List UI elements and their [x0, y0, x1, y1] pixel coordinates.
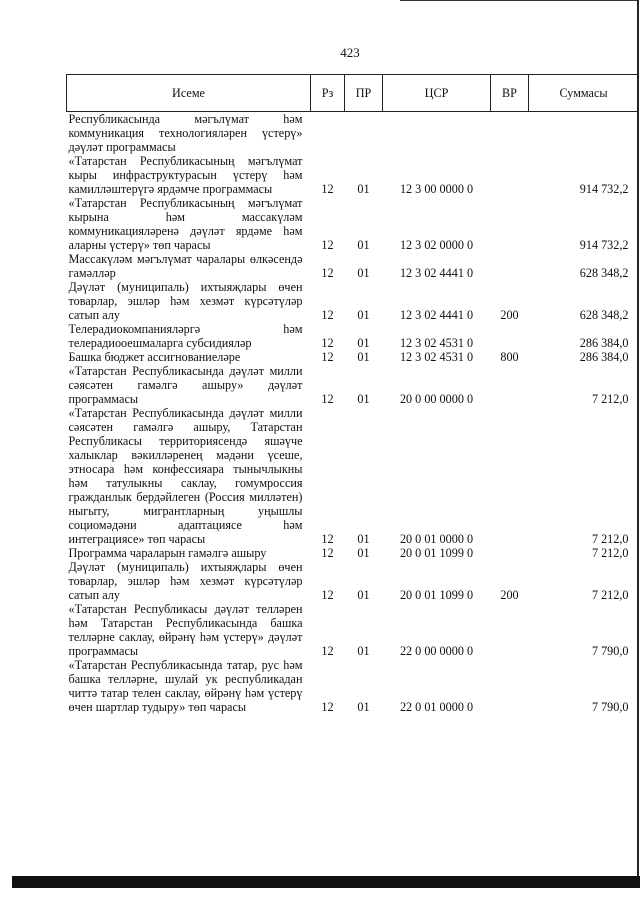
cell-rz: 12: [321, 336, 334, 350]
cell-vr: [491, 252, 529, 280]
cell-name: Дәүләт (муниципаль) ихтыяҗлары өчен товарлар, эшләр һәм хезмәт күрсәтүләр сатып алу: [68, 280, 303, 322]
cell-rz: 12: [321, 588, 334, 602]
cell-rz: 12: [321, 266, 334, 280]
cell-rz: 12: [321, 238, 334, 252]
cell-vr: 200: [500, 308, 519, 322]
cell-rz: 12: [321, 700, 334, 714]
cell-rz: 12: [321, 546, 334, 560]
cell-pr: 01: [357, 238, 370, 252]
table-row: [67, 602, 639, 658]
table-row: [67, 252, 639, 280]
cell-sum: 914 732,2: [579, 238, 629, 252]
cell-sum: 914 732,2: [579, 182, 629, 196]
cell-sum: 7 212,0: [591, 392, 629, 406]
table-row: [67, 322, 639, 350]
cell-rz: [311, 112, 345, 155]
cell-sum: 286 384,0: [579, 336, 629, 350]
table-row: [67, 196, 639, 252]
cell-csr: 20 0 01 0000 0: [399, 532, 474, 546]
cell-pr: 01: [357, 308, 370, 322]
cell-pr: 01: [357, 350, 370, 364]
header-csr: ЦСР: [383, 75, 491, 112]
cell-vr: [491, 154, 529, 196]
table-row: [67, 112, 639, 155]
cell-pr: 01: [357, 266, 370, 280]
cell-vr: [491, 112, 529, 155]
cell-name: Телерадиокомпанияләргә һәм телерадиооешмаларга субсидияләр: [68, 322, 303, 350]
cell-vr: [491, 546, 529, 560]
header-pr: ПР: [345, 75, 383, 112]
cell-vr: 200: [500, 588, 519, 602]
cell-csr: 22 0 01 0000 0: [399, 700, 474, 714]
cell-sum: 286 384,0: [579, 350, 629, 364]
cell-name: Программа чараларын гамәлгә ашыру: [68, 546, 267, 560]
cell-pr: 01: [357, 644, 370, 658]
cell-vr: [491, 602, 529, 658]
header-rz: Рз: [311, 75, 345, 112]
cell-vr: [491, 658, 529, 714]
cell-sum: 7 212,0: [591, 532, 629, 546]
cell-name: «Татарстан Республикасында дәүләт милли сәясәтен гамәлгә ашыру» дәүләт программасы: [68, 364, 303, 406]
header-vr: ВР: [491, 75, 529, 112]
cell-csr: 20 0 00 0000 0: [399, 392, 474, 406]
table-row: [67, 364, 639, 406]
cell-csr: [383, 112, 491, 155]
cell-csr: 12 3 02 4531 0: [399, 336, 474, 350]
cell-csr: 12 3 02 4441 0: [399, 266, 474, 280]
table-header-row: [67, 75, 639, 112]
cell-pr: 01: [357, 336, 370, 350]
cell-rz: 12: [321, 392, 334, 406]
cell-vr: 800: [500, 350, 519, 364]
cell-rz: 12: [321, 182, 334, 196]
cell-name: Башка бюджет ассигнованиеләре: [68, 350, 241, 364]
cell-csr: 12 3 02 4441 0: [399, 308, 474, 322]
cell-csr: 20 0 01 1099 0: [399, 546, 474, 560]
cell-sum: 7 790,0: [591, 644, 629, 658]
header-sum: Суммасы: [529, 75, 639, 112]
cell-pr: 01: [357, 700, 370, 714]
table-row: [67, 350, 639, 364]
cell-pr: 01: [357, 392, 370, 406]
cell-sum: 7 212,0: [591, 546, 629, 560]
cell-vr: [491, 406, 529, 546]
cell-sum: [529, 112, 639, 155]
page-number: 423: [340, 45, 360, 60]
cell-rz: 12: [321, 532, 334, 546]
cell-sum: 628 348,2: [579, 308, 629, 322]
table-row: [67, 560, 639, 602]
table-row: [67, 658, 639, 714]
budget-table: [66, 74, 639, 714]
cell-csr: 20 0 01 1099 0: [399, 588, 474, 602]
cell-pr: 01: [357, 532, 370, 546]
cell-name: Массакүләм мәгълүмат чаралары өлкәсендә гамәлләр: [68, 252, 303, 280]
cell-name: Дәүләт (муниципаль) ихтыяҗлары өчен товарлар, эшләр һәм хезмәт күрсәтүләр сатып алу: [68, 560, 303, 602]
cell-csr: 12 3 00 0000 0: [399, 182, 474, 196]
table-row: [67, 406, 639, 546]
cell-name: «Татарстан Республикасы дәүләт телләрен һәм Татарстан Республикасында башка телләрне саклау, өйрәнү һәм үстерү» дәүләт программасы: [68, 602, 303, 658]
cell-name: «Татарстан Республикасында татар, рус һәм башка телләрне, шулай ук республикадан читтә татар телен саклау, өйрәнү һәм үстерү өчен шартлар тудыру» төп чарасы: [68, 658, 303, 714]
header-name: Исеме: [67, 75, 311, 112]
cell-rz: 12: [321, 308, 334, 322]
cell-sum: 7 790,0: [591, 700, 629, 714]
cell-rz: 12: [321, 350, 334, 364]
cell-pr: 01: [357, 546, 370, 560]
cell-name: «Татарстан Республикасында дәүләт милли сәясәтен гамәлгә ашыру, Татарстан Республикасы территориясендә яшәүче халыклар вәкилләренең мәдәни үсеше, этносара һәм конфессияара тынычлыкны һәм татулыкны саклау, гомумроссия гражданлык бердәйлеген (Россия милләтен) ныгыту, мигрантларның уңышлы социомәдәни адаптациясе һәм интеграциясе» төп чарасы: [68, 406, 303, 546]
cell-name: «Татарстан Республикасының мәгълүмат кыры инфраструктурасын үстерү һәм камилләштерүгә ярдәмче программасы: [68, 154, 303, 196]
cell-csr: 12 3 02 4531 0: [399, 350, 474, 364]
cell-pr: 01: [357, 182, 370, 196]
table-row: [67, 280, 639, 322]
cell-pr: [345, 112, 383, 155]
cell-csr: 22 0 00 0000 0: [399, 644, 474, 658]
cell-vr: [491, 322, 529, 350]
top-border-mark: [400, 0, 638, 4]
table-row: [67, 154, 639, 196]
bottom-scan-bar: [12, 876, 640, 888]
cell-rz: 12: [321, 644, 334, 658]
cell-sum: 7 212,0: [591, 588, 629, 602]
cell-vr: [491, 196, 529, 252]
cell-pr: 01: [357, 588, 370, 602]
cell-sum: 628 348,2: [579, 266, 629, 280]
table-row: [67, 546, 639, 560]
cell-name: «Татарстан Республикасының мәгълүмат кырына һәм массакүләм коммуникацияләренә дәүләт ярдәме һәм аларны үстерү» төп чарасы: [68, 196, 303, 252]
cell-name: Республикасында мәгълүмат һәм коммуникация технологияләрен үстерү» дәүләт программасы: [68, 112, 303, 154]
cell-csr: 12 3 02 0000 0: [399, 238, 474, 252]
cell-vr: [491, 364, 529, 406]
